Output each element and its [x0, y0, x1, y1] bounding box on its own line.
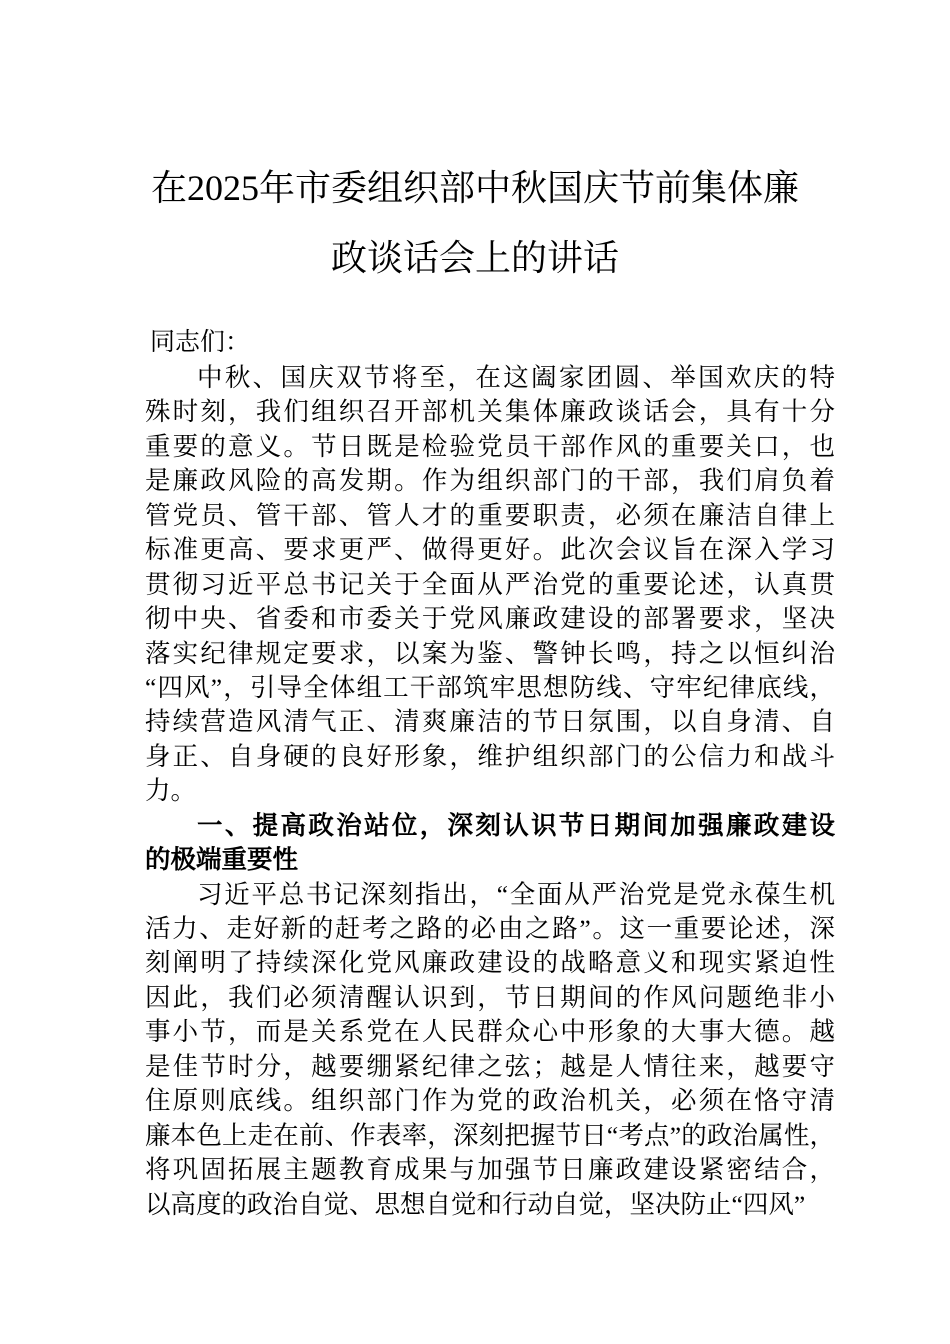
text-line: 因此，我们必须清醒认识到，节日期间的作风问题绝非小 — [145, 982, 835, 1012]
text-line: 贯彻习近平总书记关于全面从严治党的重要论述，认真贯 — [145, 569, 835, 599]
text-line: “四风”，引导全体组工干部筑牢思想防线、守牢纪律底线， — [145, 672, 835, 702]
text-line: 殊时刻，我们组织召开部机关集体廉政谈话会，具有十分 — [145, 397, 835, 427]
text-line: 中秋、国庆双节将至，在这阖家团圆、举国欢庆的特 — [197, 363, 835, 392]
text-line: 落实纪律规定要求，以案为鉴、警钟长鸣，持之以恒纠治 — [145, 638, 835, 668]
body-paragraph — [145, 361, 835, 809]
salutation: 同志们： — [150, 329, 251, 356]
text-line: 一、提高政治站位，深刻认识节日期间加强廉政建设 — [197, 810, 835, 840]
document-body — [145, 361, 835, 1222]
text-line: 身正、自身硬的良好形象，维护组织部门的公信力和战斗 — [145, 741, 835, 771]
body-paragraph — [145, 878, 835, 1222]
text-line: 的极端重要性 — [145, 845, 299, 875]
text-line: 廉本色上走在前、作表率，深刻把握节日“考点”的政治属性， — [145, 1120, 835, 1150]
text-line: 以高度的政治自觉、思想自觉和行动自觉，坚决防止“四风” — [145, 1189, 806, 1219]
document-title-line-1: 在2025年市委组织部中秋国庆节前集体廉 — [150, 168, 799, 208]
text-line: 持续营造风清气正、清爽廉洁的节日氛围，以自身清、自 — [145, 707, 835, 737]
text-line: 是佳节时分，越要绷紧纪律之弦；越是人情往来，越要守 — [145, 1051, 835, 1081]
document-title-line-2: 政谈话会上的讲话 — [330, 238, 619, 278]
text-line: 重要的意义。节日既是检验党员干部作风的重要关口，也 — [145, 431, 835, 461]
text-line: 标准更高、要求更严、做得更好。此次会议旨在深入学习 — [145, 535, 835, 565]
text-line: 管党员、管干部、管人才的重要职责，必须在廉洁自律上 — [145, 500, 835, 530]
text-line: 住原则底线。组织部门作为党的政治机关，必须在恪守清 — [145, 1086, 835, 1116]
text-line: 是廉政风险的高发期。作为组织部门的干部，我们肩负着 — [145, 466, 835, 496]
text-line: 力。 — [145, 776, 197, 806]
text-line: 习近平总书记深刻指出，“全面从严治党是党永葆生机 — [197, 879, 835, 909]
text-line: 彻中央、省委和市委关于党风廉政建设的部署要求，坚决 — [145, 604, 835, 634]
text-line: 将巩固拓展主题教育成果与加强节日廉政建设紧密结合， — [145, 1155, 835, 1185]
text-line: 刻阐明了持续深化党风廉政建设的战略意义和现实紧迫性 — [145, 948, 835, 978]
section-heading — [145, 809, 835, 878]
text-line: 事小节，而是关系党在人民群众心中形象的大事大德。越 — [145, 1017, 835, 1047]
text-line: 活力、走好新的赶考之路的必由之路”。这一重要论述，深 — [145, 914, 835, 943]
